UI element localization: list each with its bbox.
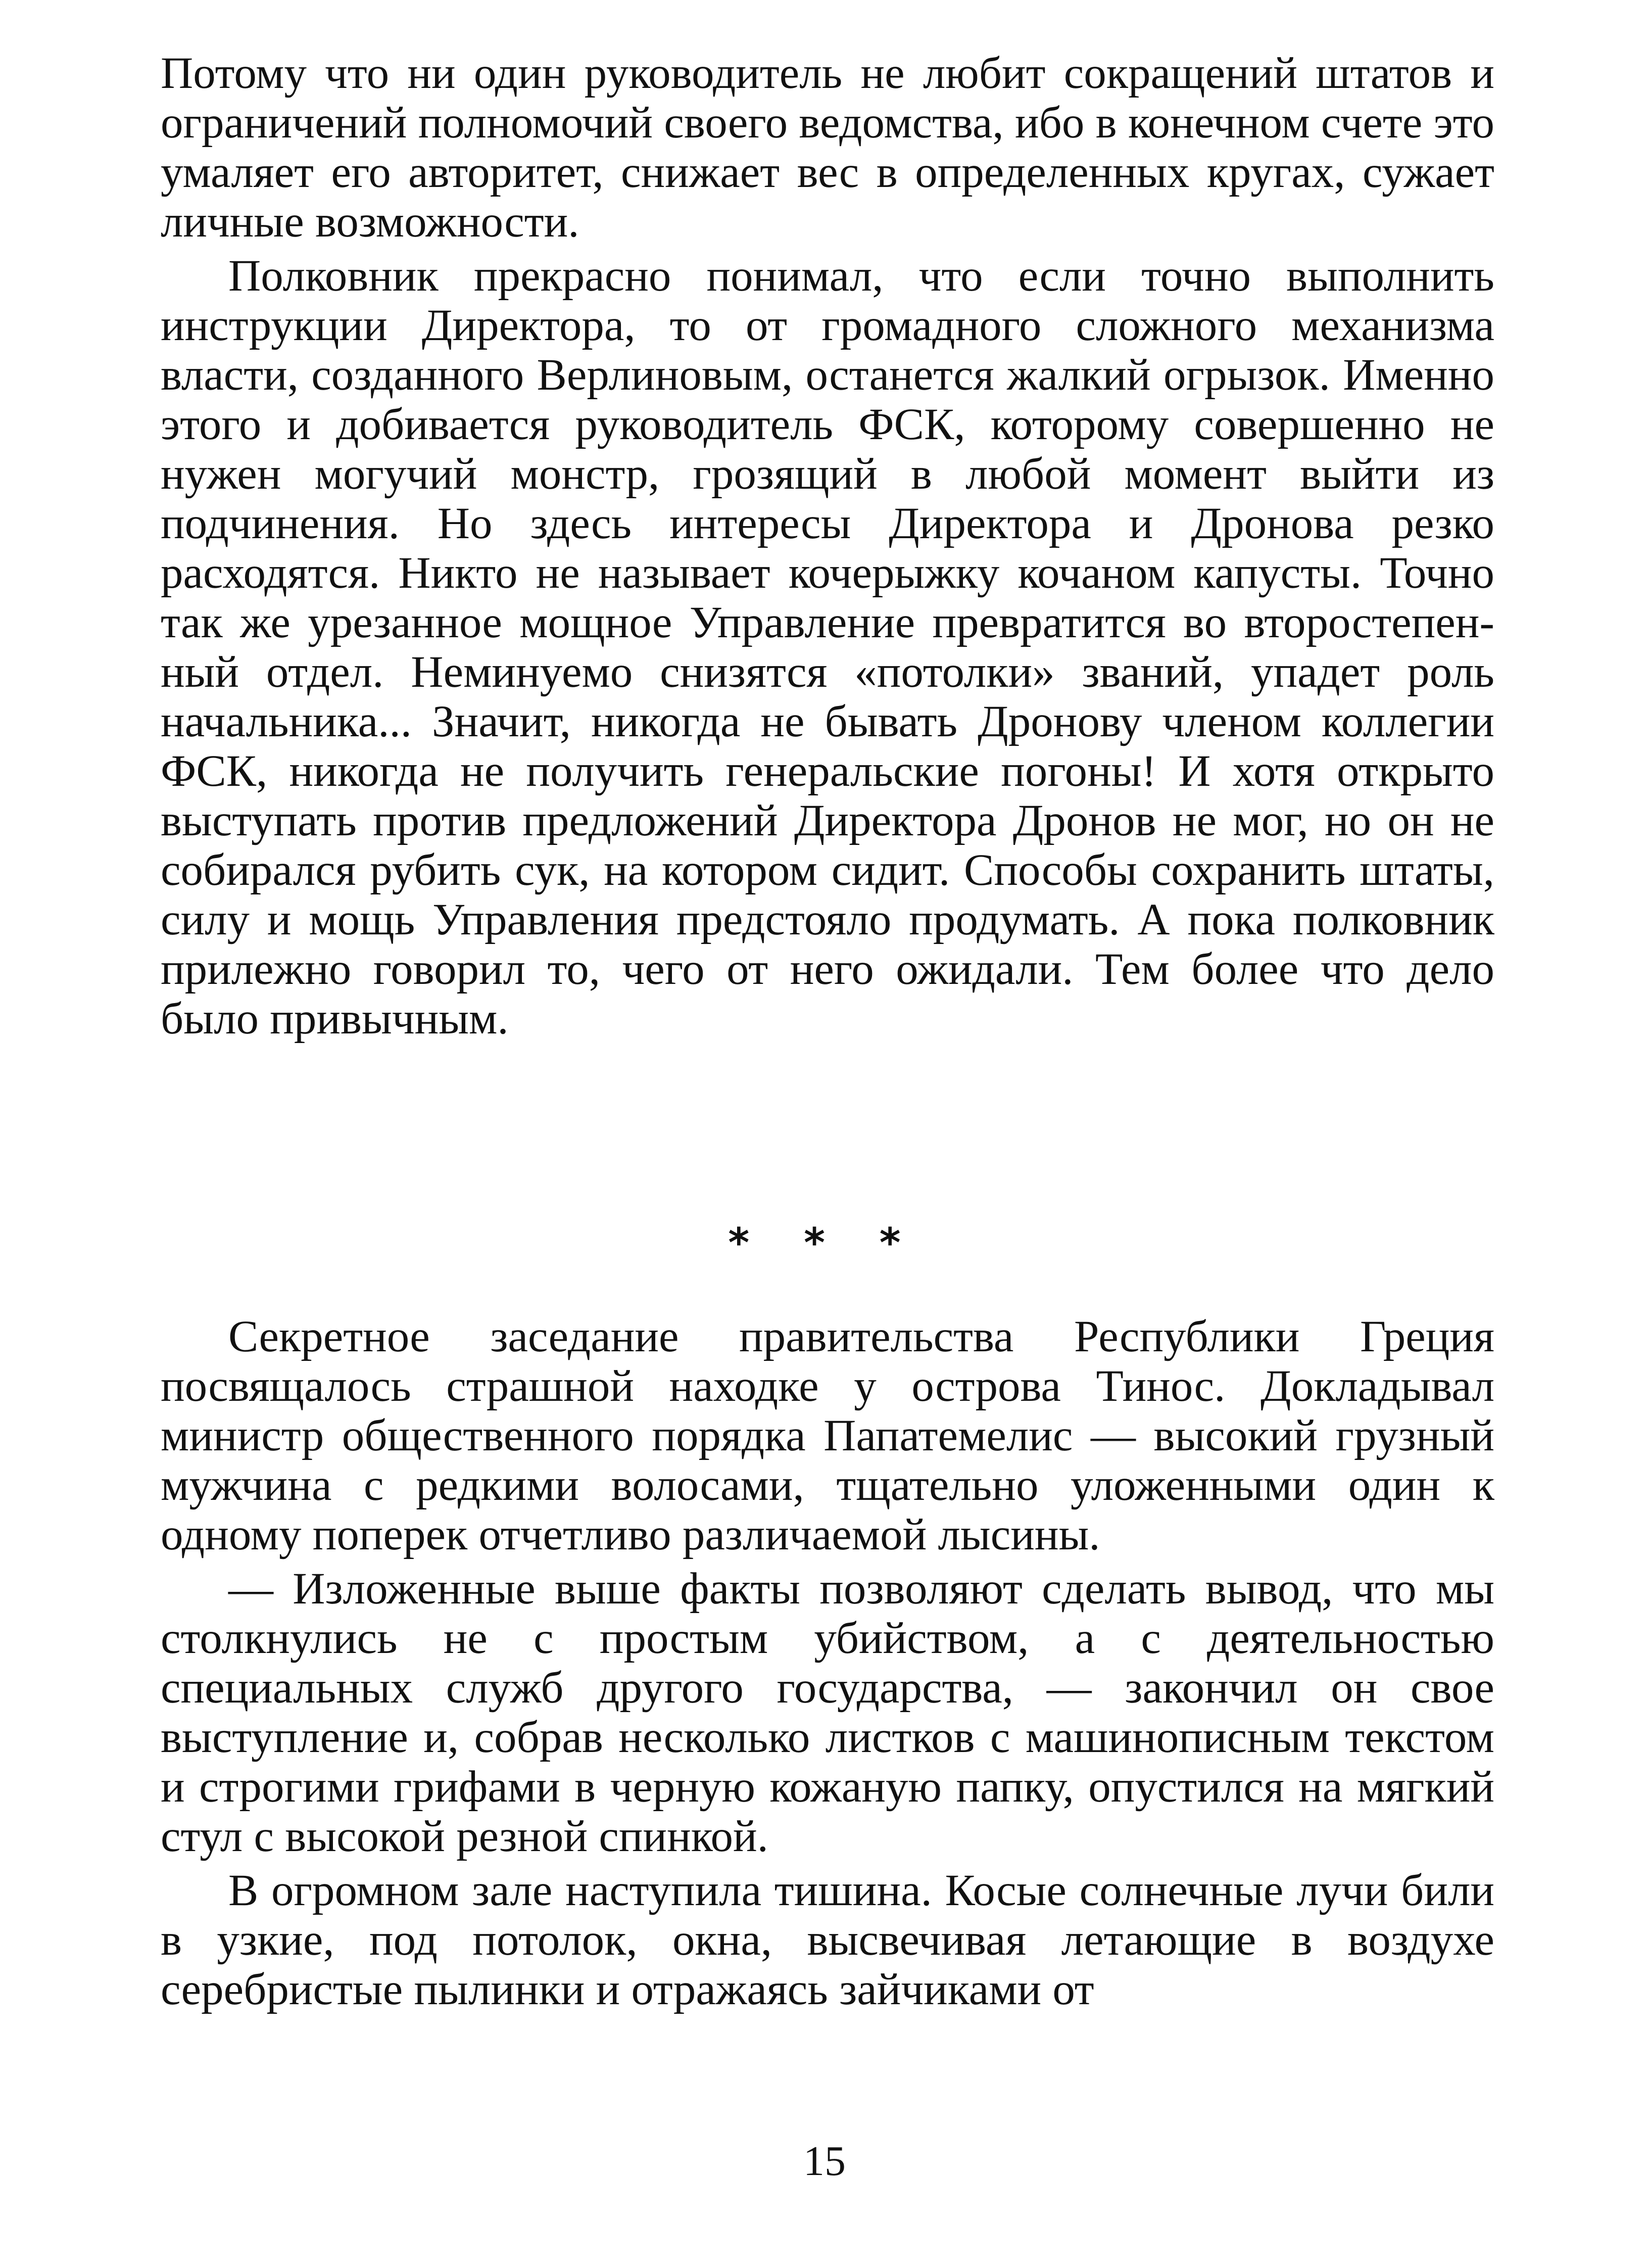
- section-separator: * * *: [728, 1219, 921, 1266]
- paragraph: Потому что ни один руководитель не любит сокращений штатов и ограничений полномочий своего ведомства, ибо в конечном счете это умаляет его авторитет, снижает вес в определенных кругах, сужает личные возможности.: [161, 49, 1494, 247]
- text-section-1: [161, 49, 1494, 1048]
- page-number: 15: [803, 2138, 846, 2185]
- text-section-2: [161, 1312, 1494, 2019]
- paragraph: — Изложенные выше факты позволяют сделать вывод, что мы столкнулись не с простым убийством, а с деятельностью специальных служб другого государства, — закончил он свое выступление и, собрав несколько листков с машинописным текстом и строгими грифами в черную кожаную папку, опустился на мягкий стул с высокой резной спинкой.: [161, 1564, 1494, 1861]
- paragraph: В огромном зале наступила тишина. Косые солнечные лучи били в узкие, под потолок, окна, высвечивая летающие в воздухе серебристые пылинки и отражаясь зайчиками от: [161, 1866, 1494, 2014]
- paragraph: Секретное заседание правительства Республики Греция посвящалось страшной находке у острова Тинос. Докладывал министр общественного порядка Папатемелис — высокий грузный мужчина с редкими волосами, тщательно уложенными один к одному поперек отчетливо различаемой лысины.: [161, 1312, 1494, 1560]
- paragraph: Полковник прекрасно понимал, что если точно выполнить инструкции Директора, то от громадного сложного механизма власти, созданного Верлиновым, останется жалкий огрызок. Именно этого и добивается руководитель ФСК, которому совершенно не нужен могучий монстр, грозящий в любой момент выйти из подчинения. Но здесь интересы Директора и Дронова резко расходятся. Никто не называет кочерыжку кочаном капусты. Точно так же урезанное мощное Управление превратится во второстепенный отдел. Неминуемо снизятся «потолки» званий, упадет роль начальника... Значит, никогда не бывать Дронову членом коллегии ФСК, никогда не получить генеральские погоны! И хотя открыто выступать против предложений Директора Дронов не мог, но он не собирался рубить сук, на котором сидит. Способы сохранить штаты, силу и мощь Управления предстояло продумать. А пока полковник прилежно говорил то, чего от него ожидали. Тем более что дело было привычным.: [161, 251, 1494, 1044]
